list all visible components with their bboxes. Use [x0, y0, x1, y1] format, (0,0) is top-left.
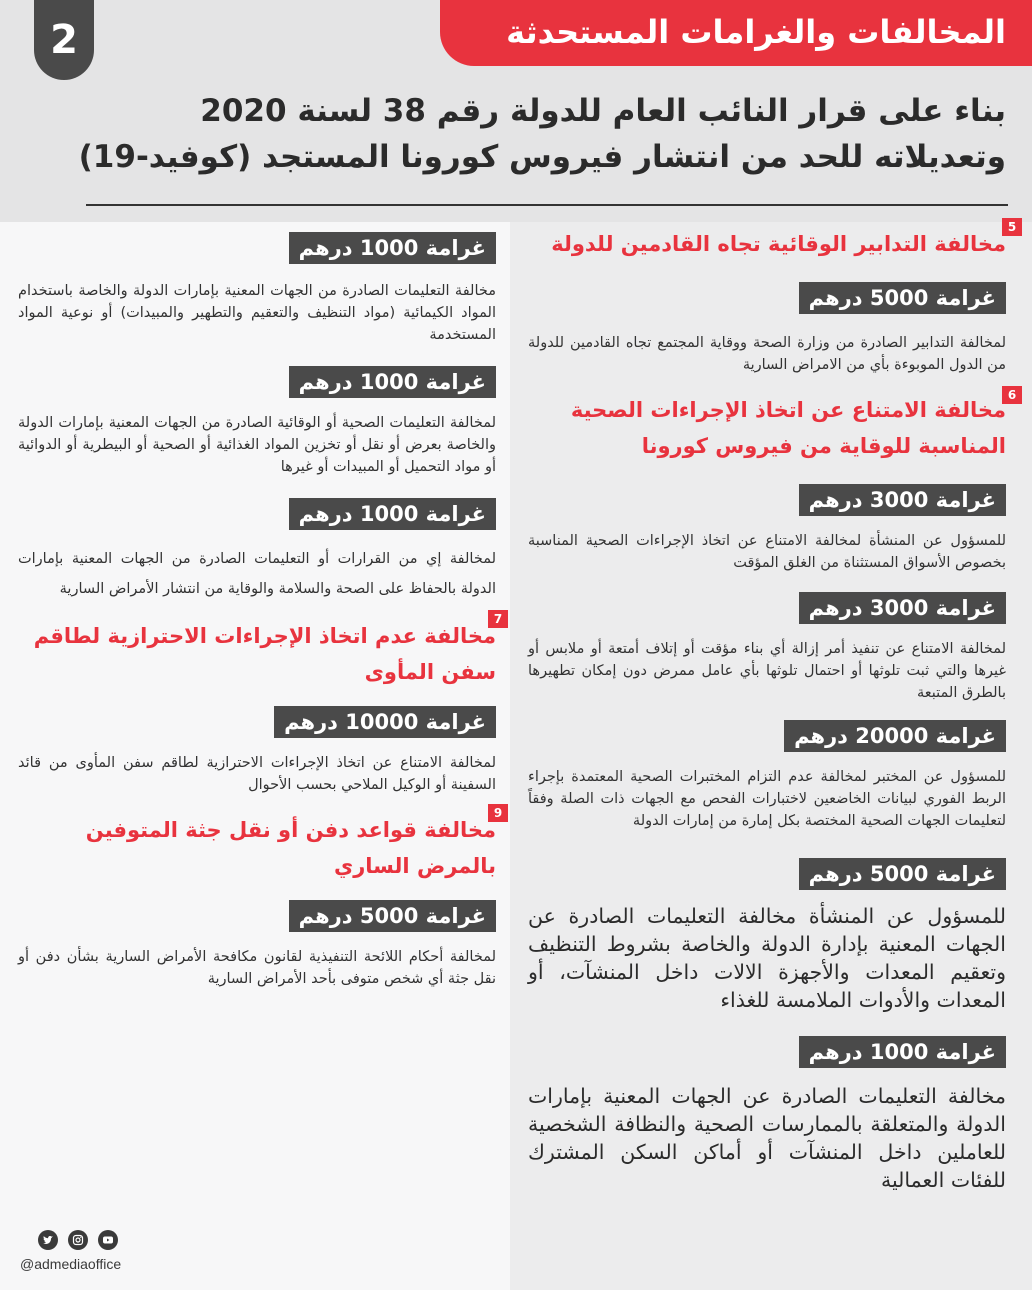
social-handle[interactable]: @admediaoffice [20, 1256, 122, 1272]
left-description-1: مخالفة التعليمات الصادرة من الجهات المعنية بإمارات الدولة والخاصة باستخدام المواد الكيمائية (مواد التنظيف والتعقيم والتطهير والمبيدات) أو نوعية المواد المستخدمة [18, 283, 496, 343]
section-7-title: مخالفة عدم اتخاذ الإجراءات الاحترازية لطاقم سفن المأوى [33, 624, 496, 684]
section-9-fine: غرامة 5000 درهم [289, 900, 496, 932]
right-column [528, 216, 1017, 1194]
heading-line-1: بناء على قرار النائب العام للدولة رقم 38 لسنة 2020 [200, 93, 1006, 129]
heading [56, 88, 1006, 180]
section-6-description-5: مخالفة التعليمات الصادرة عن الجهات المعنية بإمارات الدولة والمتعلقة بالممارسات الصحية والنظافة الشخصية للعاملين داخل المنشآت أو أماكن السكن المشترك للفئات العمالية [528, 1084, 1006, 1192]
heading-line-2: وتعديلاته للحد من انتشار فيروس كورونا المستجد (كوفيد-19) [78, 139, 1006, 175]
section-5-fine: غرامة 5000 درهم [799, 282, 1006, 314]
left-fine-2: غرامة 1000 درهم [289, 366, 496, 398]
section-7-description: لمخالفة الامتناع عن اتخاذ الإجراءات الاحترازية لطاقم سفن المأوى من قائد السفينة أو الوكيل الملاحي بحسب الأحوال [18, 755, 496, 793]
section-6-fine-1: غرامة 3000 درهم [799, 484, 1006, 516]
instagram-icon[interactable] [68, 1230, 88, 1250]
section-6-fine-2: غرامة 3000 درهم [799, 592, 1006, 624]
section-5-number: 5 [1002, 218, 1022, 236]
title-banner: المخالفات والغرامات المستحدثة [440, 0, 1032, 66]
section-5-description: لمخالفة التدابير الصادرة من وزارة الصحة ووقاية المجتمع تجاه القادمين للدولة من الدول الموبوءة بأي من الامراض السارية [528, 335, 1006, 373]
section-6-description-3: للمسؤول عن المختبر لمخالفة عدم التزام المختبرات الصحية المعتمدة بإجراء الربط الفوري لبيانات الخاضعين لاختبارات الفحص مع الجهات ذات الصلة وفقاً لتعليمات الجهات الصحية المختصة بكل إمارة من إمارات الدولة [528, 769, 1006, 829]
section-6-number: 6 [1002, 386, 1022, 404]
section-6-description-2: لمخالفة الامتناع عن تنفيذ أمر إزالة أي بناء مؤقت أو إتلاف أمتعة أو ملابس أو غيرها والتي ثبت تلوثها أو احتمال تلوثها بأي عامل ممرض دون إمكان تطهيرها بالطرق المتبعة [528, 641, 1006, 701]
youtube-icon[interactable] [98, 1230, 118, 1250]
page-number-tab [34, 0, 94, 80]
section-9-title: مخالفة قواعد دفن أو نقل جثة المتوفين بالمرض الساري [85, 818, 496, 878]
page-number: 2 [50, 17, 78, 63]
section-6-fine-4: غرامة 5000 درهم [799, 858, 1006, 890]
social-icons [38, 1230, 118, 1250]
left-column [18, 232, 503, 990]
twitter-icon[interactable] [38, 1230, 58, 1250]
section-9-number: 9 [488, 804, 508, 822]
section-5-title: مخالفة التدابير الوقائية تجاه القادمين للدولة [551, 232, 1006, 256]
section-6-description-4: للمسؤول عن المنشأة مخالفة التعليمات الصادرة عن الجهات المعنية بإدارة الدولة والخاصة بشروط التنظيف وتعقيم المعدات والأجهزة الالات داخل المنشآت، أو المعدات والأدوات الملامسة للغذاء [528, 904, 1006, 1012]
left-description-3: لمخالفة إي من القرارات أو التعليمات الصادرة من الجهات المعنية بإمارات الدولة بالحفاظ على الصحة والسلامة والوقاية من انتشار الأمراض السارية [18, 551, 496, 597]
section-9-description: لمخالفة أحكام اللائحة التنفيذية لقانون مكافحة الأمراض السارية بشأن دفن أو نقل جثة أي شخص متوفى بأحد الأمراض السارية [18, 949, 496, 987]
heading-divider [86, 204, 1008, 206]
section-7-number: 7 [488, 610, 508, 628]
left-description-2: لمخالفة التعليمات الصحية أو الوقائية الصادرة من الجهات المعنية بإمارات الدولة والخاصة بعرض أو نقل أو تخزين المواد الغذائية أو الصحية أو البيطرية أو الدوائية أو مواد التحميل أو المبيدات أو غيرها [18, 415, 496, 475]
section-6-title: مخالفة الامتناع عن اتخاذ الإجراءات الصحية المناسبة للوقاية من فيروس كورونا [570, 398, 1006, 458]
section-6-fine-3: غرامة 20000 درهم [784, 720, 1006, 752]
section-7-fine: غرامة 10000 درهم [274, 706, 496, 738]
section-6-fine-5: غرامة 1000 درهم [799, 1036, 1006, 1068]
left-fine-1: غرامة 1000 درهم [289, 232, 496, 264]
left-fine-3: غرامة 1000 درهم [289, 498, 496, 530]
section-6-description-1: للمسؤول عن المنشأة لمخالفة الامتناع عن اتخاذ الإجراءات الصحية المناسبة بخصوص الأسواق المستثناة من الغلق المؤقت [528, 533, 1006, 571]
